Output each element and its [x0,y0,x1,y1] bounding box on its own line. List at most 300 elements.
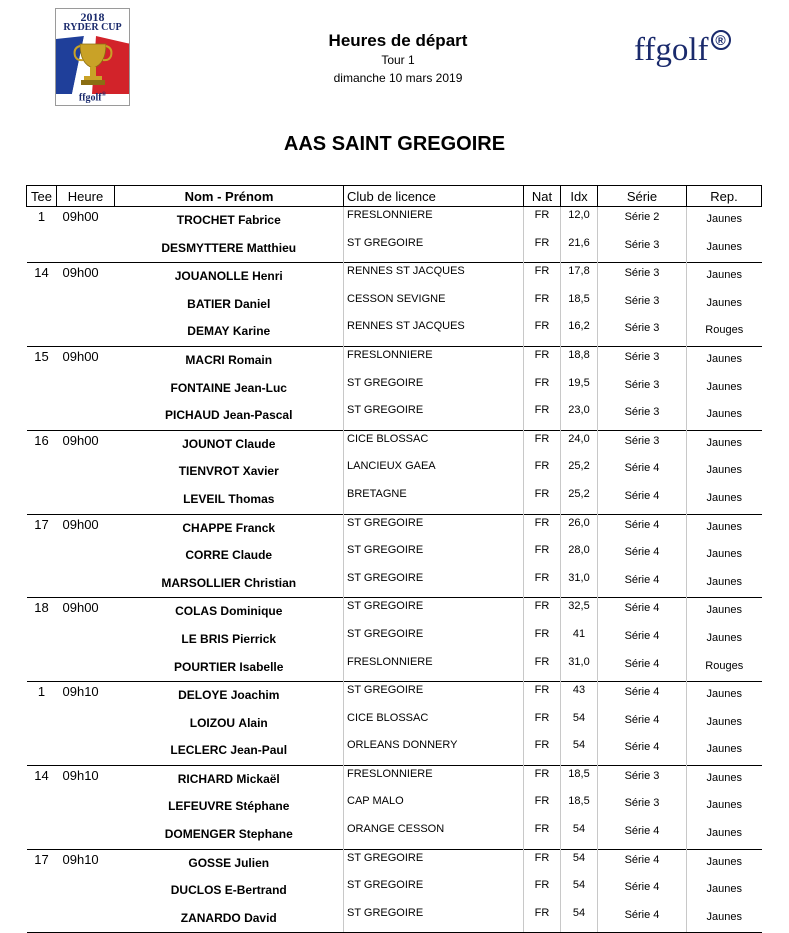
rep-cell: Rouges [687,318,762,346]
idx-cell: 54 [561,737,598,765]
club-cell: ST GREGOIRE [344,849,524,877]
idx-cell: 12,0 [561,207,598,235]
player-first-name: Isabelle [239,659,284,674]
heure-cell: 09h00 [57,430,115,458]
tee-cell [27,626,57,654]
player-last-name: DUCLOS [170,883,222,898]
club-cell: ST GREGOIRE [344,542,524,570]
rep-cell: Jaunes [687,375,762,403]
player-first-name: Joachim [230,688,280,703]
date-label: dimanche 10 mars 2019 [333,71,463,85]
player-first-name: Stéphane [235,799,290,814]
serie-cell: Série 3 [598,765,687,793]
serie-cell: Série 4 [598,905,687,933]
rep-cell: Jaunes [687,877,762,905]
player-name-cell [115,235,344,263]
tee-times-table [26,185,762,933]
heure-cell [57,737,115,765]
serie-cell: Série 4 [598,514,687,542]
player-name-cell [115,682,344,710]
col-header-club: Club de licence [344,186,524,207]
nat-cell: FR [524,318,561,346]
heure-cell [57,570,115,598]
rep-cell: Jaunes [687,346,762,374]
nat-cell: FR [524,765,561,793]
rep-cell: Jaunes [687,682,762,710]
club-cell: ST GREGOIRE [344,514,524,542]
heure-cell [57,542,115,570]
serie-cell: Série 4 [598,710,687,738]
idx-cell: 43 [561,682,598,710]
tee-cell [27,458,57,486]
player-first-name: Henri [252,269,283,284]
club-cell: ST GREGOIRE [344,598,524,626]
table-row [27,542,762,570]
serie-cell: Série 3 [598,793,687,821]
player-last-name: COLAS [175,604,218,619]
serie-cell: Série 3 [598,318,687,346]
registered-icon: ® [711,30,731,50]
ryder-cup-year: 2018 [80,10,105,24]
player-first-name: Thomas [228,491,275,506]
heure-cell [57,626,115,654]
table-row [27,346,762,374]
idx-cell: 24,0 [561,430,598,458]
player-last-name: GOSSE [188,855,232,870]
player-last-name: DELOYE [178,688,228,703]
player-name-cell [115,402,344,430]
heure-cell: 09h00 [57,263,115,291]
player-last-name: TROCHET [176,213,235,227]
page-title: Heures de départ [328,31,468,50]
nat-cell: FR [524,514,561,542]
player-last-name: BATIER [187,296,231,311]
idx-cell: 18,5 [561,765,598,793]
player-name-cell [115,542,344,570]
club-cell: CAP MALO [344,793,524,821]
player-last-name: RICHARD [177,771,234,786]
col-header-nom: Nom - Prénom [115,186,344,207]
nat-cell: FR [524,877,561,905]
club-cell: LANCIEUX GAEA [344,458,524,486]
club-cell: ST GREGOIRE [344,905,524,933]
club-cell: RENNES ST JACQUES [344,318,524,346]
serie-cell: Série 4 [598,682,687,710]
rep-cell: Jaunes [687,291,762,319]
table-row [27,207,762,235]
club-cell: ST GREGOIRE [344,402,524,430]
player-first-name: Karine [232,324,271,339]
rep-cell: Jaunes [687,402,762,430]
rep-cell: Jaunes [687,486,762,514]
club-cell: ORANGE CESSON [344,821,524,849]
tee-cell: 14 [27,765,57,793]
player-last-name: TIENVROT [178,464,240,479]
tee-cell [27,542,57,570]
table-row [27,458,762,486]
nat-cell: FR [524,682,561,710]
nat-cell: FR [524,654,561,682]
nat-cell: FR [524,402,561,430]
page-header [250,30,546,87]
player-name-cell [115,263,344,291]
nat-cell: FR [524,821,561,849]
club-cell: ST GREGOIRE [344,682,524,710]
table-row [27,821,762,849]
club-cell: ST GREGOIRE [344,375,524,403]
player-first-name: Dominique [220,604,283,619]
player-last-name: LOIZOU [189,715,236,730]
heure-cell [57,905,115,933]
player-last-name: LEFEUVRE [168,799,233,814]
table-row [27,402,762,430]
player-name-cell [115,737,344,765]
serie-cell: Série 4 [598,570,687,598]
rep-cell: Jaunes [687,542,762,570]
col-header-nat: Nat [524,186,561,207]
tee-cell [27,737,57,765]
heure-cell [57,458,115,486]
heure-cell [57,291,115,319]
tee-cell: 18 [27,598,57,626]
tee-cell: 14 [27,263,57,291]
player-first-name: Daniel [234,296,271,311]
player-first-name: Claude [235,436,276,451]
serie-cell: Série 4 [598,654,687,682]
heure-cell: 09h10 [57,849,115,877]
heure-cell: 09h10 [57,682,115,710]
club-title: AAS SAINT GREGOIRE [283,133,506,155]
player-name-cell [115,654,344,682]
idx-cell: 54 [561,849,598,877]
player-name-cell [115,207,344,235]
serie-cell: Série 4 [598,542,687,570]
idx-cell: 32,5 [561,598,598,626]
tee-cell [27,570,57,598]
tee-cell [27,793,57,821]
nat-cell: FR [524,430,561,458]
table-row [27,263,762,291]
round-label: Tour 1 [381,53,415,67]
heure-cell [57,235,115,263]
serie-cell: Série 4 [598,737,687,765]
rep-cell: Jaunes [687,793,762,821]
serie-cell: Série 3 [598,375,687,403]
trophy-icon [56,34,130,94]
rep-cell: Jaunes [687,458,762,486]
ffgolf-logo [634,30,726,70]
player-name-cell [115,486,344,514]
heure-cell: 09h00 [57,207,115,235]
rep-cell: Jaunes [687,598,762,626]
player-last-name: LE BRIS [181,631,229,646]
rep-cell: Jaunes [687,570,762,598]
table-row [27,737,762,765]
player-last-name: JOUNOT [182,436,233,451]
heure-cell: 09h10 [57,765,115,793]
ryder-cup-name: RYDER CUP [63,22,122,33]
idx-cell: 54 [561,710,598,738]
table-row [27,514,762,542]
rep-cell: Jaunes [687,430,762,458]
rep-cell: Jaunes [687,710,762,738]
rep-cell: Jaunes [687,207,762,235]
player-name-cell [115,375,344,403]
rep-cell: Jaunes [687,737,762,765]
player-name-cell [115,318,344,346]
club-cell: BRETAGNE [344,486,524,514]
tee-cell [27,402,57,430]
table-row [27,570,762,598]
club-cell: RENNES ST JACQUES [344,263,524,291]
idx-cell: 31,0 [561,570,598,598]
nat-cell: FR [524,235,561,263]
idx-cell: 54 [561,905,598,933]
heure-cell [57,375,115,403]
idx-cell: 21,6 [561,235,598,263]
heure-cell [57,821,115,849]
idx-cell: 16,2 [561,318,598,346]
club-cell: FRESLONNIERE [344,765,524,793]
table-row [27,905,762,933]
tee-cell [27,821,57,849]
table-row [27,877,762,905]
serie-cell: Série 4 [598,877,687,905]
serie-cell: Série 3 [598,291,687,319]
rep-cell: Jaunes [687,514,762,542]
player-last-name: DEMAY [187,324,230,339]
player-first-name: Romain [228,352,273,367]
club-cell: FRESLONNIERE [344,654,524,682]
table-row [27,793,762,821]
table-row [27,654,762,682]
tee-cell: 17 [27,849,57,877]
player-name-cell [115,793,344,821]
rep-cell: Jaunes [687,849,762,877]
heure-cell [57,793,115,821]
serie-cell: Série 3 [598,430,687,458]
idx-cell: 54 [561,821,598,849]
nat-cell: FR [524,570,561,598]
table-row [27,710,762,738]
table-row [27,291,762,319]
player-first-name: E-Bertrand [224,883,287,898]
heure-cell [57,654,115,682]
player-last-name: LECLERC [170,743,228,758]
player-name-cell [115,570,344,598]
player-name-cell [115,905,344,933]
table-row [27,682,762,710]
rep-cell: Rouges [687,654,762,682]
heure-cell [57,877,115,905]
heure-cell [57,402,115,430]
club-cell: ST GREGOIRE [344,877,524,905]
serie-cell: Série 4 [598,821,687,849]
tee-cell [27,291,57,319]
nat-cell: FR [524,905,561,933]
player-first-name: Jean-Luc [234,380,287,395]
player-name-cell [115,765,344,793]
player-first-name: Pierrick [232,631,277,646]
player-name-cell [115,458,344,486]
player-last-name: DESMYTTERE [161,240,244,255]
player-first-name: Matthieu [246,240,297,255]
rep-cell: Jaunes [687,765,762,793]
player-first-name: Stephane [238,827,293,842]
tee-cell: 15 [27,346,57,374]
player-last-name: ZANARDO [180,910,241,925]
player-first-name: Christian [244,575,297,590]
player-last-name: MARSOLLIER [161,575,241,590]
idx-cell: 28,0 [561,542,598,570]
serie-cell: Série 3 [598,402,687,430]
player-name-cell [115,849,344,877]
nat-cell: FR [524,849,561,877]
ryder-cup-brand: ffgolf® [78,91,107,103]
heure-cell: 09h00 [57,514,115,542]
idx-cell: 25,2 [561,458,598,486]
player-name-cell [115,291,344,319]
heure-cell: 09h00 [57,598,115,626]
serie-cell: Série 4 [598,598,687,626]
nat-cell: FR [524,542,561,570]
club-cell: ST GREGOIRE [344,235,524,263]
player-last-name: PICHAUD [165,408,220,423]
tee-cell [27,877,57,905]
player-first-name: Xavier [242,464,279,479]
serie-cell: Série 4 [598,626,687,654]
tee-cell [27,375,57,403]
col-header-heure: Heure [57,186,115,207]
club-cell: CICE BLOSSAC [344,430,524,458]
rep-cell: Jaunes [687,626,762,654]
col-header-tee: Tee [27,186,57,207]
idx-cell: 31,0 [561,654,598,682]
table-row [27,598,762,626]
idx-cell: 17,8 [561,263,598,291]
player-name-cell [115,514,344,542]
heure-cell: 09h00 [57,346,115,374]
player-first-name: David [244,910,277,925]
nat-cell: FR [524,346,561,374]
rep-cell: Jaunes [687,263,762,291]
tee-cell: 1 [27,207,57,235]
tee-cell [27,235,57,263]
table-row [27,765,762,793]
player-first-name: Jean-Pascal [223,408,293,423]
nat-cell: FR [524,793,561,821]
club-cell: ST GREGOIRE [344,626,524,654]
player-first-name: Alain [238,715,268,730]
idx-cell: 18,5 [561,793,598,821]
player-last-name: DOMENGER [164,827,236,842]
idx-cell: 41 [561,626,598,654]
serie-cell: Série 2 [598,207,687,235]
table-header-row [27,186,762,207]
player-name-cell [115,821,344,849]
idx-cell: 18,5 [561,291,598,319]
heure-cell [57,318,115,346]
player-last-name: MACRI [185,352,225,367]
nat-cell: FR [524,737,561,765]
player-last-name: POURTIER [174,659,237,674]
col-header-idx: Idx [561,186,598,207]
club-cell: CICE BLOSSAC [344,710,524,738]
tee-cell [27,654,57,682]
player-first-name: Fabrice [238,213,281,227]
heure-cell [57,486,115,514]
ffgolf-logo-text: ffgolf [634,32,709,68]
player-last-name: FONTAINE [170,380,231,395]
rep-cell: Jaunes [687,905,762,933]
idx-cell: 26,0 [561,514,598,542]
tee-cell [27,318,57,346]
ryder-cup-logo [55,8,130,106]
table-row [27,235,762,263]
player-first-name: Mickaël [236,771,280,786]
club-cell: FRESLONNIERE [344,207,524,235]
nat-cell: FR [524,598,561,626]
player-last-name: LEVEIL [183,491,226,506]
player-name-cell [115,598,344,626]
col-header-serie: Série [598,186,687,207]
player-first-name: Jean-Paul [230,743,288,758]
player-name-cell [115,710,344,738]
player-name-cell [115,626,344,654]
table-row [27,318,762,346]
nat-cell: FR [524,375,561,403]
club-cell: FRESLONNIERE [344,346,524,374]
nat-cell: FR [524,291,561,319]
table-row [27,626,762,654]
nat-cell: FR [524,458,561,486]
player-first-name: Claude [232,548,273,563]
rep-cell: Jaunes [687,821,762,849]
nat-cell: FR [524,263,561,291]
tee-cell: 16 [27,430,57,458]
idx-cell: 23,0 [561,402,598,430]
idx-cell: 25,2 [561,486,598,514]
table-row [27,430,762,458]
tee-cell: 17 [27,514,57,542]
idx-cell: 19,5 [561,375,598,403]
player-name-cell [115,430,344,458]
player-last-name: CHAPPE [182,520,233,535]
nat-cell: FR [524,710,561,738]
tee-cell [27,710,57,738]
col-header-rep: Rep. [687,186,762,207]
heure-cell [57,710,115,738]
nat-cell: FR [524,486,561,514]
serie-cell: Série 3 [598,263,687,291]
club-cell: CESSON SEVIGNE [344,291,524,319]
serie-cell: Série 3 [598,235,687,263]
player-first-name: Franck [235,520,276,535]
serie-cell: Série 4 [598,486,687,514]
table-row [27,375,762,403]
nat-cell: FR [524,626,561,654]
idx-cell: 54 [561,877,598,905]
player-first-name: Julien [234,855,270,870]
tee-cell: 1 [27,682,57,710]
serie-cell: Série 4 [598,458,687,486]
club-cell: ST GREGOIRE [344,570,524,598]
player-last-name: CORRE [185,548,229,563]
player-last-name: JOUANOLLE [174,269,249,284]
rep-cell: Jaunes [687,235,762,263]
tee-cell [27,486,57,514]
player-name-cell [115,877,344,905]
